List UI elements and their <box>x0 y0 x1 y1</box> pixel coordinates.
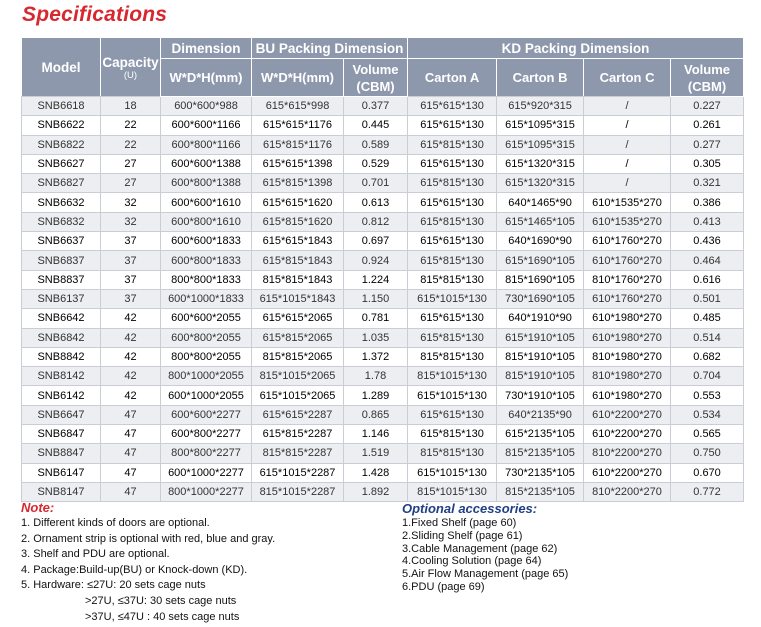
model-cell: SNB6637 <box>22 232 101 251</box>
bu-volume-cell: 1.150 <box>344 289 408 308</box>
kd-volume-cell: 0.616 <box>671 270 744 289</box>
note-item: 3. Shelf and PDU are optional. <box>21 548 170 561</box>
bu-volume-cell: 0.865 <box>344 405 408 424</box>
table-row <box>22 251 744 270</box>
bu-dimension-cell: 815*815*2065 <box>252 347 344 366</box>
carton-b-cell: 640*2135*90 <box>497 405 584 424</box>
bu-volume-cell: 0.812 <box>344 212 408 231</box>
header-bu-volume-label: Volume <box>352 61 399 77</box>
accessories-heading: Optional accessories: <box>402 501 538 516</box>
accessory-item: 3.Cable Management (page 62) <box>402 542 558 555</box>
capacity-cell: 27 <box>101 174 161 193</box>
model-cell: SNB6647 <box>22 405 101 424</box>
model-cell: SNB6642 <box>22 309 101 328</box>
model-cell: SNB6137 <box>22 289 101 308</box>
bu-dimension-cell: 615*815*1620 <box>252 212 344 231</box>
page-title: Specifications <box>22 3 168 26</box>
carton-c-cell: 610*1760*270 <box>584 251 671 270</box>
note-item: 2. Ornament strip is optional with red, blue and gray. <box>21 532 276 545</box>
table-row <box>22 425 744 444</box>
carton-b-cell: 730*1690*105 <box>497 289 584 308</box>
carton-c-cell: / <box>584 116 671 135</box>
dimension-cell: 600*1000*2277 <box>161 463 252 482</box>
header-dimension-wdh: W*D*H(mm) <box>161 59 252 97</box>
capacity-cell: 42 <box>101 309 161 328</box>
carton-b-cell: 640*1910*90 <box>497 309 584 328</box>
carton-c-cell: 810*1760*270 <box>584 270 671 289</box>
header-carton-b: Carton B <box>497 59 584 97</box>
carton-c-cell: 610*1980*270 <box>584 309 671 328</box>
kd-volume-cell: 0.670 <box>671 463 744 482</box>
accessory-item: 5.Air Flow Management (page 65) <box>402 568 569 581</box>
accessory-item: 2.Sliding Shelf (page 61) <box>402 529 523 542</box>
header-kd-volume <box>671 59 744 97</box>
dimension-cell: 600*600*1166 <box>161 116 252 135</box>
carton-c-cell: / <box>584 154 671 173</box>
dimension-cell: 600*800*1166 <box>161 135 252 154</box>
capacity-cell: 18 <box>101 97 161 116</box>
table-row <box>22 463 744 482</box>
carton-c-cell: 610*1760*270 <box>584 232 671 251</box>
table-row <box>22 212 744 231</box>
carton-a-cell: 615*815*130 <box>408 174 497 193</box>
model-cell: SNB6622 <box>22 116 101 135</box>
kd-volume-cell: 0.750 <box>671 444 744 463</box>
carton-b-cell: 815*1910*105 <box>497 347 584 366</box>
carton-b-cell: 615*1320*315 <box>497 154 584 173</box>
kd-volume-cell: 0.277 <box>671 135 744 154</box>
table-row <box>22 116 744 135</box>
table-row <box>22 482 744 501</box>
specifications-table-body <box>22 97 744 502</box>
table-row <box>22 367 744 386</box>
table-row <box>22 135 744 154</box>
model-cell: SNB6827 <box>22 174 101 193</box>
notes-section <box>21 500 391 625</box>
note-item: 1. Different kinds of doors are optional. <box>21 517 210 529</box>
table-row <box>22 270 744 289</box>
kd-volume-cell: 0.565 <box>671 425 744 444</box>
carton-b-cell: 640*1465*90 <box>497 193 584 212</box>
header-capacity <box>101 38 161 97</box>
carton-a-cell: 615*615*130 <box>408 154 497 173</box>
header-dimension: Dimension <box>161 38 252 59</box>
kd-volume-cell: 0.305 <box>671 154 744 173</box>
carton-b-cell: 615*920*315 <box>497 97 584 116</box>
table-row <box>22 174 744 193</box>
bu-volume-cell: 0.701 <box>344 174 408 193</box>
bu-dimension-cell: 615*615*2065 <box>252 309 344 328</box>
model-cell: SNB6842 <box>22 328 101 347</box>
model-cell: SNB8842 <box>22 347 101 366</box>
carton-b-cell: 815*2135*105 <box>497 482 584 501</box>
capacity-cell: 42 <box>101 328 161 347</box>
kd-volume-cell: 0.436 <box>671 232 744 251</box>
bu-volume-cell: 1.892 <box>344 482 408 501</box>
bu-volume-cell: 1.372 <box>344 347 408 366</box>
model-cell: SNB6142 <box>22 386 101 405</box>
carton-a-cell: 815*815*130 <box>408 270 497 289</box>
bu-dimension-cell: 615*815*2287 <box>252 425 344 444</box>
header-bu-packing: BU Packing Dimension <box>252 38 408 59</box>
capacity-cell: 32 <box>101 212 161 231</box>
carton-c-cell: / <box>584 135 671 154</box>
bu-volume-cell: 1.035 <box>344 328 408 347</box>
accessory-item: 4.Cooling Solution (page 64) <box>402 555 542 568</box>
bu-volume-cell: 0.377 <box>344 97 408 116</box>
bu-volume-cell: 0.589 <box>344 135 408 154</box>
dimension-cell: 600*800*1388 <box>161 174 252 193</box>
carton-a-cell: 615*615*130 <box>408 193 497 212</box>
table-row <box>22 154 744 173</box>
dimension-cell: 600*800*1610 <box>161 212 252 231</box>
bu-dimension-cell: 615*1015*2287 <box>252 463 344 482</box>
bu-dimension-cell: 615*815*1843 <box>252 251 344 270</box>
capacity-cell: 32 <box>101 193 161 212</box>
model-cell: SNB6837 <box>22 251 101 270</box>
header-bu-volume-unit: (CBM) <box>356 78 395 94</box>
model-cell: SNB8837 <box>22 270 101 289</box>
carton-b-cell: 615*1320*315 <box>497 174 584 193</box>
carton-a-cell: 615*815*130 <box>408 135 497 154</box>
carton-a-cell: 815*1015*130 <box>408 482 497 501</box>
carton-b-cell: 815*1910*105 <box>497 367 584 386</box>
carton-a-cell: 615*1015*130 <box>408 463 497 482</box>
kd-volume-cell: 0.464 <box>671 251 744 270</box>
model-cell: SNB6147 <box>22 463 101 482</box>
header-capacity-label: Capacity <box>102 54 159 70</box>
capacity-cell: 42 <box>101 347 161 366</box>
kd-volume-cell: 0.227 <box>671 97 744 116</box>
capacity-cell: 37 <box>101 289 161 308</box>
bu-volume-cell: 1.428 <box>344 463 408 482</box>
capacity-cell: 42 <box>101 386 161 405</box>
bu-volume-cell: 1.519 <box>344 444 408 463</box>
carton-a-cell: 615*615*130 <box>408 405 497 424</box>
dimension-cell: 800*1000*2055 <box>161 367 252 386</box>
carton-c-cell: 610*2200*270 <box>584 463 671 482</box>
bu-dimension-cell: 615*615*1620 <box>252 193 344 212</box>
carton-a-cell: 615*815*130 <box>408 251 497 270</box>
dimension-cell: 600*600*2055 <box>161 309 252 328</box>
carton-b-cell: 615*2135*105 <box>497 425 584 444</box>
kd-volume-cell: 0.514 <box>671 328 744 347</box>
bu-dimension-cell: 615*615*1843 <box>252 232 344 251</box>
kd-volume-cell: 0.772 <box>671 482 744 501</box>
model-cell: SNB6847 <box>22 425 101 444</box>
kd-volume-cell: 0.321 <box>671 174 744 193</box>
carton-a-cell: 815*815*130 <box>408 444 497 463</box>
table-row <box>22 193 744 212</box>
bu-dimension-cell: 615*615*998 <box>252 97 344 116</box>
table-row <box>22 97 744 116</box>
carton-b-cell: 615*1095*315 <box>497 135 584 154</box>
carton-a-cell: 615*615*130 <box>408 309 497 328</box>
carton-c-cell: 810*2200*270 <box>584 444 671 463</box>
table-row <box>22 386 744 405</box>
bu-volume-cell: 0.529 <box>344 154 408 173</box>
header-kd-volume-label: Volume <box>684 61 731 77</box>
kd-volume-cell: 0.534 <box>671 405 744 424</box>
table-row <box>22 309 744 328</box>
note-item: 5. Hardware: ≤27U: 20 sets cage nuts <box>21 579 206 592</box>
dimension-cell: 600*800*2055 <box>161 328 252 347</box>
header-carton-c: Carton C <box>584 59 671 97</box>
kd-volume-cell: 0.386 <box>671 193 744 212</box>
bu-dimension-cell: 615*1015*2065 <box>252 386 344 405</box>
carton-a-cell: 615*1015*130 <box>408 386 497 405</box>
specifications-table <box>21 37 744 502</box>
header-bu-wdh: W*D*H(mm) <box>252 59 344 97</box>
dimension-cell: 800*1000*2277 <box>161 482 252 501</box>
carton-b-cell: 640*1690*90 <box>497 232 584 251</box>
optional-accessories-section <box>402 500 742 594</box>
dimension-cell: 600*600*1833 <box>161 232 252 251</box>
kd-volume-cell: 0.413 <box>671 212 744 231</box>
kd-volume-cell: 0.501 <box>671 289 744 308</box>
dimension-cell: 800*800*2055 <box>161 347 252 366</box>
capacity-cell: 37 <box>101 251 161 270</box>
model-cell: SNB6627 <box>22 154 101 173</box>
kd-volume-cell: 0.704 <box>671 367 744 386</box>
capacity-cell: 22 <box>101 116 161 135</box>
bu-dimension-cell: 615*615*1176 <box>252 116 344 135</box>
header-bu-volume <box>344 59 408 97</box>
carton-b-cell: 615*1095*315 <box>497 116 584 135</box>
carton-b-cell: 615*1465*105 <box>497 212 584 231</box>
dimension-cell: 600*600*1388 <box>161 154 252 173</box>
carton-c-cell: / <box>584 174 671 193</box>
note-hardware-line: >37U, ≤47U : 40 sets cage nuts <box>85 610 240 623</box>
model-cell: SNB6822 <box>22 135 101 154</box>
carton-c-cell: 810*1980*270 <box>584 347 671 366</box>
carton-c-cell: 610*1980*270 <box>584 386 671 405</box>
model-cell: SNB6832 <box>22 212 101 231</box>
carton-b-cell: 730*1910*105 <box>497 386 584 405</box>
accessory-item: 6.PDU (page 69) <box>402 580 485 593</box>
carton-b-cell: 730*2135*105 <box>497 463 584 482</box>
capacity-cell: 22 <box>101 135 161 154</box>
model-cell: SNB8847 <box>22 444 101 463</box>
header-capacity-unit: (U) <box>123 69 138 81</box>
carton-c-cell: 610*2200*270 <box>584 425 671 444</box>
kd-volume-cell: 0.261 <box>671 116 744 135</box>
bu-dimension-cell: 615*615*1398 <box>252 154 344 173</box>
bu-dimension-cell: 615*615*2287 <box>252 405 344 424</box>
kd-volume-cell: 0.485 <box>671 309 744 328</box>
header-model: Model <box>22 38 101 97</box>
capacity-cell: 47 <box>101 482 161 501</box>
dimension-cell: 800*800*2277 <box>161 444 252 463</box>
carton-c-cell: 610*2200*270 <box>584 405 671 424</box>
carton-b-cell: 615*1690*105 <box>497 251 584 270</box>
carton-c-cell: 610*1535*270 <box>584 193 671 212</box>
model-cell: SNB6618 <box>22 97 101 116</box>
bu-volume-cell: 0.445 <box>344 116 408 135</box>
model-cell: SNB6632 <box>22 193 101 212</box>
carton-c-cell: 610*1760*270 <box>584 289 671 308</box>
capacity-cell: 42 <box>101 367 161 386</box>
carton-a-cell: 615*815*130 <box>408 212 497 231</box>
carton-c-cell: 810*2200*270 <box>584 482 671 501</box>
carton-c-cell: 610*1535*270 <box>584 212 671 231</box>
capacity-cell: 47 <box>101 425 161 444</box>
header-carton-a: Carton A <box>408 59 497 97</box>
carton-a-cell: 615*815*130 <box>408 425 497 444</box>
table-row <box>22 444 744 463</box>
capacity-cell: 47 <box>101 444 161 463</box>
bu-dimension-cell: 815*1015*2065 <box>252 367 344 386</box>
bu-volume-cell: 1.289 <box>344 386 408 405</box>
kd-volume-cell: 0.682 <box>671 347 744 366</box>
capacity-cell: 37 <box>101 232 161 251</box>
carton-a-cell: 815*815*130 <box>408 347 497 366</box>
bu-volume-cell: 1.78 <box>344 367 408 386</box>
bu-volume-cell: 0.781 <box>344 309 408 328</box>
notes-heading: Note: <box>21 500 55 515</box>
bu-dimension-cell: 615*815*1398 <box>252 174 344 193</box>
carton-b-cell: 815*1690*105 <box>497 270 584 289</box>
carton-c-cell: / <box>584 97 671 116</box>
carton-b-cell: 815*2135*105 <box>497 444 584 463</box>
header-kd-volume-unit: (CBM) <box>687 78 727 94</box>
accessory-item: 1.Fixed Shelf (page 60) <box>402 517 517 529</box>
dimension-cell: 600*1000*2055 <box>161 386 252 405</box>
bu-dimension-cell: 615*1015*1843 <box>252 289 344 308</box>
dimension-cell: 800*800*1833 <box>161 270 252 289</box>
bu-dimension-cell: 815*1015*2287 <box>252 482 344 501</box>
model-cell: SNB8142 <box>22 367 101 386</box>
carton-b-cell: 615*1910*105 <box>497 328 584 347</box>
dimension-cell: 600*600*2277 <box>161 405 252 424</box>
bu-volume-cell: 0.924 <box>344 251 408 270</box>
bu-volume-cell: 1.146 <box>344 425 408 444</box>
note-hardware-line: >27U, ≤37U: 30 sets cage nuts <box>85 594 237 607</box>
table-row <box>22 328 744 347</box>
dimension-cell: 600*600*1610 <box>161 193 252 212</box>
carton-a-cell: 815*1015*130 <box>408 367 497 386</box>
bu-volume-cell: 0.697 <box>344 232 408 251</box>
carton-a-cell: 615*815*130 <box>408 328 497 347</box>
carton-a-cell: 615*615*130 <box>408 97 497 116</box>
dimension-cell: 600*1000*1833 <box>161 289 252 308</box>
carton-c-cell: 810*1980*270 <box>584 367 671 386</box>
bu-volume-cell: 1.224 <box>344 270 408 289</box>
model-cell: SNB8147 <box>22 482 101 501</box>
capacity-cell: 37 <box>101 270 161 289</box>
bu-volume-cell: 0.613 <box>344 193 408 212</box>
carton-a-cell: 615*1015*130 <box>408 289 497 308</box>
header-kd-packing: KD Packing Dimension <box>408 38 744 59</box>
capacity-cell: 27 <box>101 154 161 173</box>
bu-dimension-cell: 815*815*2287 <box>252 444 344 463</box>
bu-dimension-cell: 615*815*1176 <box>252 135 344 154</box>
table-row <box>22 405 744 424</box>
note-item: 4. Package:Build-up(BU) or Knock-down (KD). <box>21 563 248 576</box>
carton-c-cell: 610*1980*270 <box>584 328 671 347</box>
kd-volume-cell: 0.553 <box>671 386 744 405</box>
dimension-cell: 600*800*1833 <box>161 251 252 270</box>
dimension-cell: 600*600*988 <box>161 97 252 116</box>
bu-dimension-cell: 615*815*2065 <box>252 328 344 347</box>
capacity-cell: 47 <box>101 463 161 482</box>
dimension-cell: 600*800*2277 <box>161 425 252 444</box>
carton-a-cell: 615*615*130 <box>408 116 497 135</box>
carton-a-cell: 615*615*130 <box>408 232 497 251</box>
table-row <box>22 289 744 308</box>
bu-dimension-cell: 815*815*1843 <box>252 270 344 289</box>
table-row <box>22 347 744 366</box>
table-row <box>22 232 744 251</box>
capacity-cell: 47 <box>101 405 161 424</box>
